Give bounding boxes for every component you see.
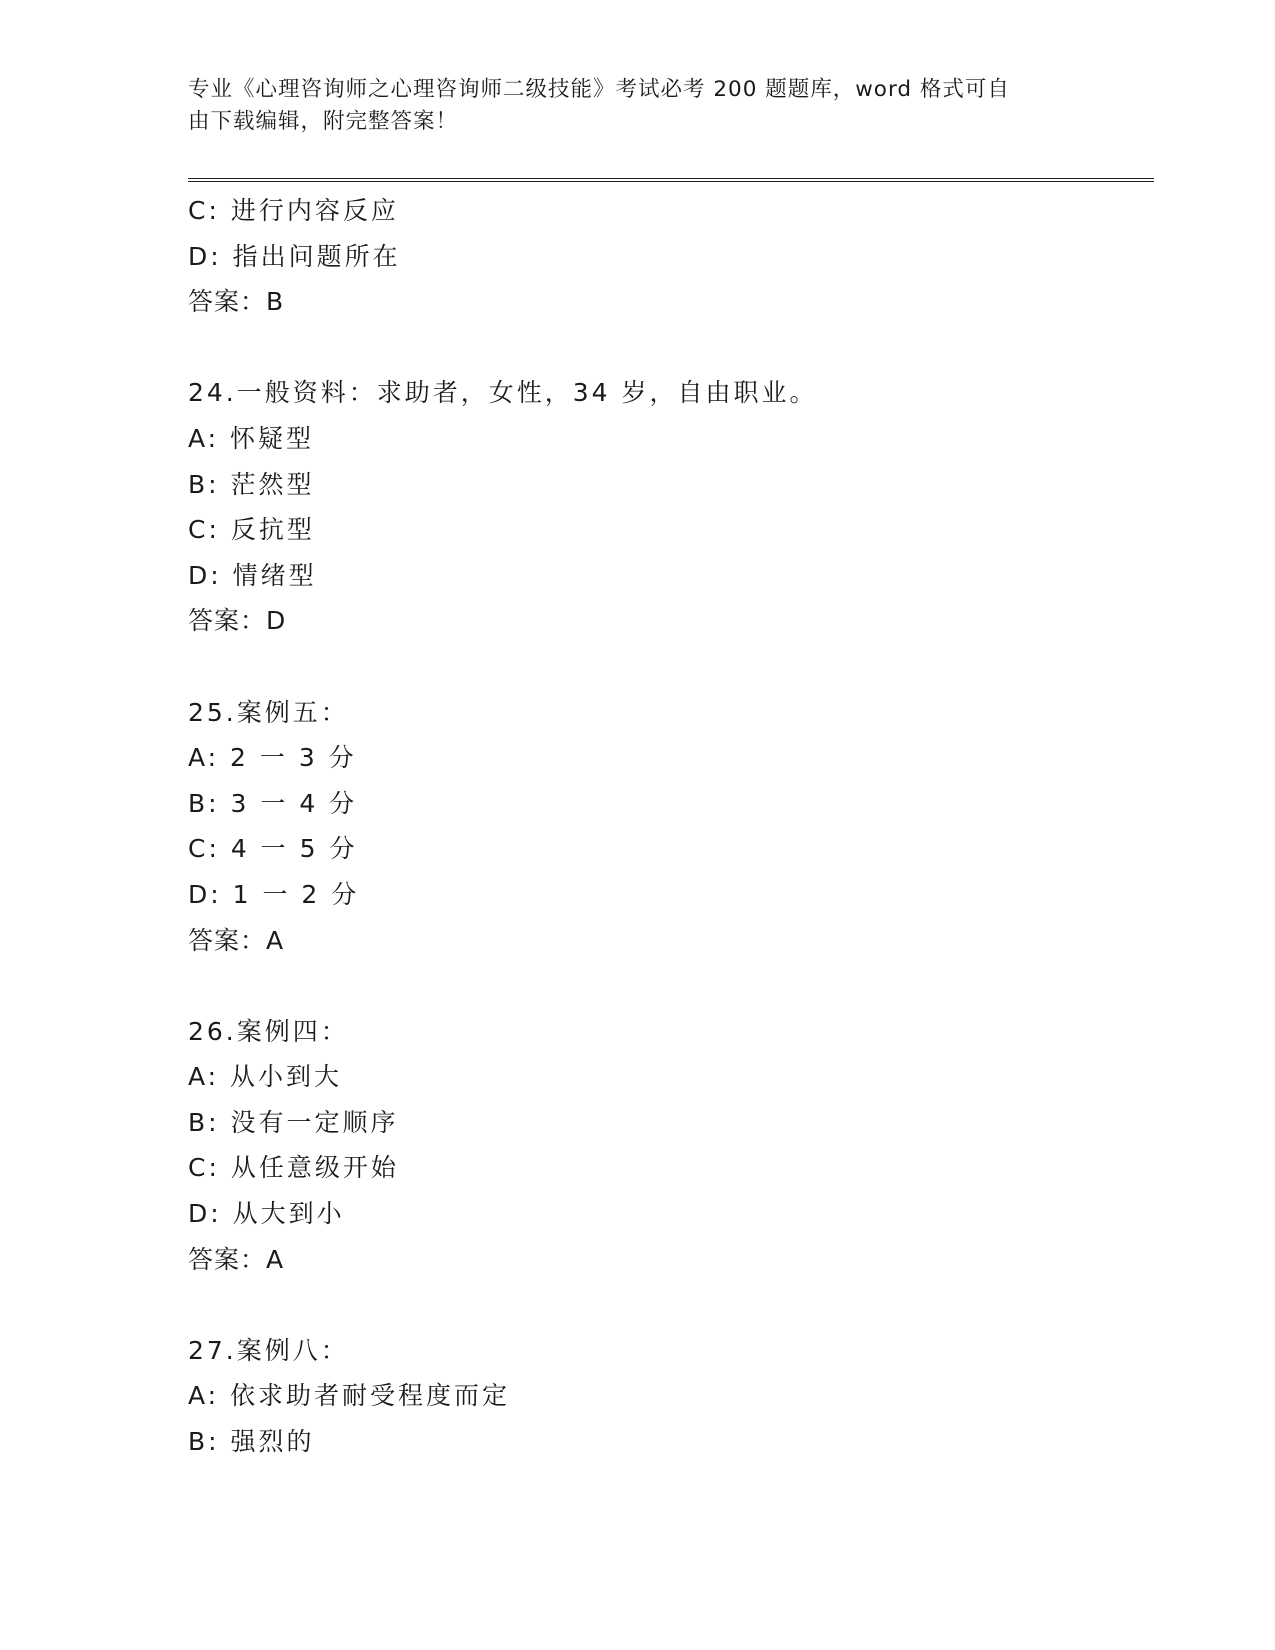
spacer [188,644,1148,690]
spacer [188,325,1148,371]
option-d: D: 从大到小 [188,1199,345,1229]
option-d: D: 指出问题所在 [188,241,401,271]
option-c: C: 进行内容反应 [188,196,399,225]
option-a: A: 依求助者耐受程度而定 [188,1381,511,1411]
document-header [188,74,1068,138]
option-b: B: 强烈的 [188,1427,315,1457]
answer-line: 答案：B [188,287,285,317]
question-block-25 [188,690,1148,964]
option-d: D: 情绪型 [188,560,317,590]
question-stem: 24.一般资料：求助者，女性，34 岁，自由职业。 [188,378,818,408]
answer-line: 答案：D [188,606,287,636]
option-a: A: 2 一 3 分 [188,743,357,773]
question-list [188,188,1148,1465]
option-c: C: 4 一 5 分 [188,834,358,864]
option-b: B: 3 一 4 分 [188,788,358,818]
option-c: C: 反抗型 [188,515,315,545]
question-block-27 [188,1328,1148,1465]
question-block-continued [188,188,1148,325]
header-double-rule [188,178,1154,182]
spacer [188,963,1148,1009]
option-a: A: 从小到大 [188,1062,343,1092]
option-b: B: 没有一定顺序 [188,1107,399,1137]
answer-line: 答案：A [188,925,285,955]
option-b: B: 茫然型 [188,469,315,499]
option-a: A: 怀疑型 [188,423,315,453]
option-c: C: 从任意级开始 [188,1153,399,1183]
question-stem: 26.案例四： [188,1016,349,1046]
question-block-26 [188,1009,1148,1283]
question-block-24 [188,370,1148,644]
option-d: D: 1 一 2 分 [188,879,360,909]
header-line-2: 由下载编辑，附完整答案！ [188,109,459,134]
question-stem: 27.案例八： [188,1335,349,1365]
question-stem: 25.案例五： [188,697,349,727]
spacer [188,1282,1148,1328]
answer-line: 答案：A [188,1244,285,1274]
header-line-1: 专业《心理咨询师之心理咨询师二级技能》考试必考 200 题题库，word 格式可自 [188,77,1010,102]
